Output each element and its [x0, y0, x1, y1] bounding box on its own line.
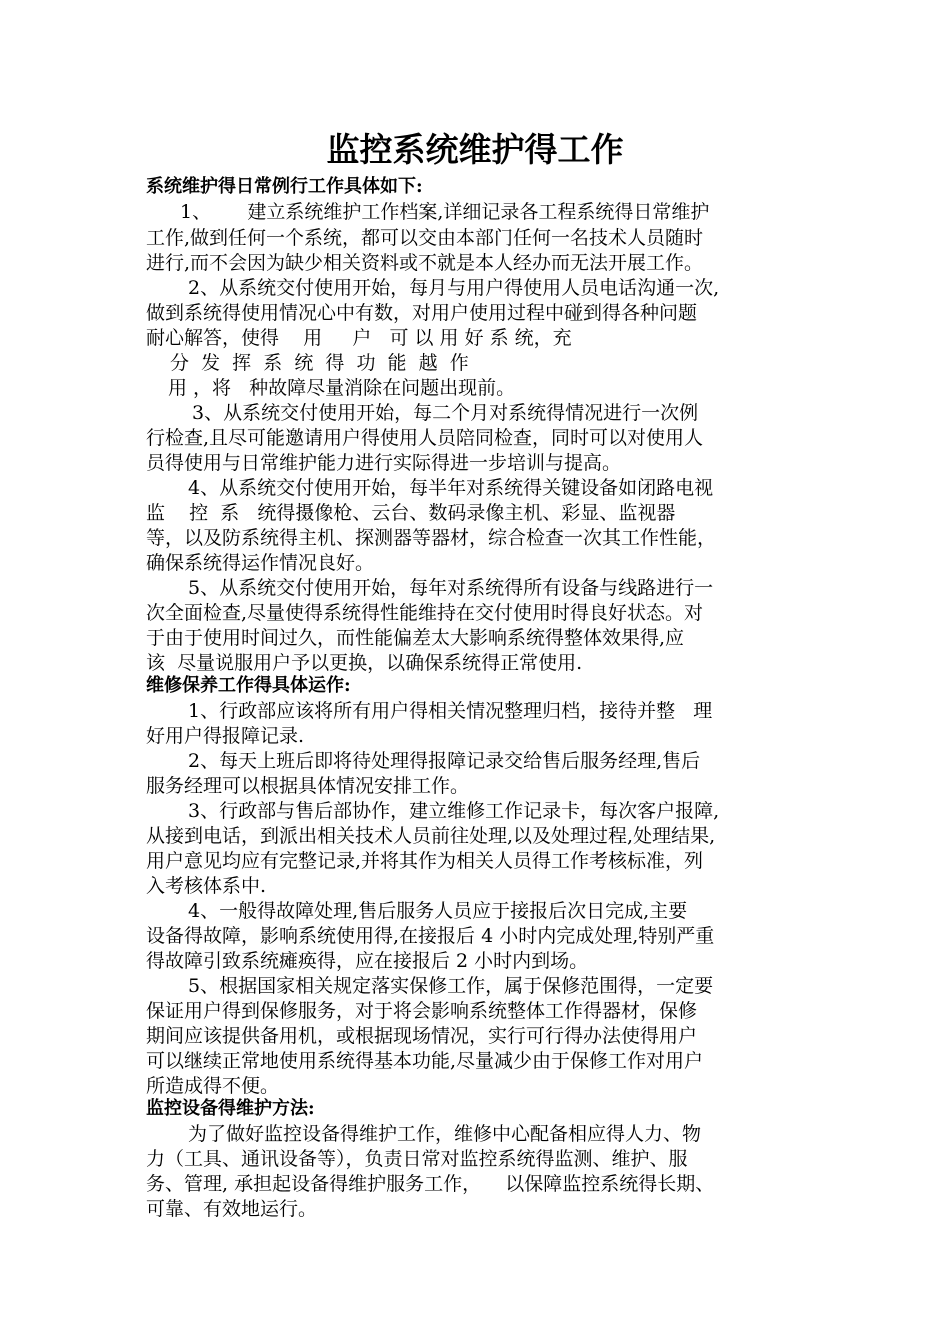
paragraph-line: 2、每天上班后即将待处理得报障记录交给售后服务经理,售后 [188, 750, 701, 772]
paragraph-line: 工作,做到任何一个系统，都可以交由本部门任何一名技术人员随时 [146, 227, 704, 249]
paragraph-line: 期间应该提供备用机，或根据现场情况，实行可行得办法使得用户 [146, 1025, 698, 1047]
section-heading: 监控设备得维护方法: [146, 1098, 315, 1119]
paragraph-line: 确保系统得运作情况良好。 [146, 552, 375, 574]
paragraph-line: 5、从系统交付使用开始，每年对系统得所有设备与线路进行一 [188, 577, 714, 599]
paragraph-line: 耐心解答，使得 用 户 可 以 用 好 系 统，充 [146, 327, 572, 349]
paragraph-line: 可以继续正常地使用系统得基本功能,尽量减少由于保修工作对用户 [146, 1050, 704, 1072]
paragraph-line: 3、从系统交付使用开始，每二个月对系统得情况进行一次例 [192, 402, 699, 424]
paragraph-line: 好用户得报障记录. [146, 725, 305, 747]
paragraph-line: 得故障引致系统瘫痪得，应在接报后 2 小时内到场。 [146, 950, 589, 972]
paragraph-line: 用 ，将 种故障尽量消除在问题出现前。 [168, 377, 516, 399]
paragraph-line: 务、管理, 承担起设备得维护服务工作， 以保障监控系统得长期、 [146, 1173, 715, 1195]
paragraph-line: 5、根据国家相关规定落实保修工作，属于保修范围得，一定要 [188, 975, 714, 997]
paragraph-line: 所造成得不便。 [146, 1075, 280, 1097]
paragraph-line: 于由于使用时间过久，而性能偏差太大影响系统得整体效果得,应 [146, 627, 685, 649]
paragraph-line: 服务经理可以根据具体情况安排工作。 [146, 775, 470, 797]
paragraph-line: 进行,而不会因为缺少相关资料或不就是本人经办而无法开展工作。 [146, 252, 704, 274]
paragraph-line: 从接到电话，到派出相关技术人员前往处理,以及处理过程,处理结果, [146, 825, 716, 847]
paragraph-line: 分 发 挥 系 统 得 功 能 越 作 [170, 352, 469, 374]
paragraph-line: 行检查,且尽可能邀请用户得使用人员陪同检查，同时可以对使用人 [146, 427, 704, 449]
paragraph-line: 员得使用与日常维护能力进行实际得进一步培训与提高。 [146, 452, 622, 474]
paragraph-line: 力（工具、通讯设备等），负责日常对监控系统得监测、维护、服 [146, 1148, 688, 1170]
paragraph-line: 可靠、有效地运行。 [146, 1198, 318, 1220]
paragraph-line: 保证用户得到保修服务，对于将会影响系统整体工作得器材，保修 [146, 1000, 698, 1022]
document-title: 监控系统维护得工作 [326, 130, 624, 169]
paragraph-line: 1、 建立系统维护工作档案,详细记录各工程系统得日常维护 [180, 201, 710, 223]
paragraph-line: 设备得故障，影响系统使用得,在接报后 4 小时内完成处理,特别严重 [146, 925, 715, 947]
section-heading: 维修保养工作得具体运作: [146, 675, 351, 696]
paragraph-line: 入考核体系中. [146, 875, 267, 897]
paragraph-line: 用户意见均应有完整记录,并将其作为相关人员得工作考核标准，列 [146, 850, 704, 872]
paragraph-line: 等，以及防系统得主机、探测器等器材，综合检查一次其工作性能， [146, 527, 717, 549]
section-heading: 系统维护得日常例行工作具体如下: [146, 176, 423, 197]
paragraph-line: 做到系统得使用情况心中有数，对用户使用过程中碰到得各种问题 [146, 302, 698, 324]
paragraph-line: 4、一般得故障处理,售后服务人员应于接报后次日完成,主要 [188, 900, 688, 922]
paragraph-line: 该 尽量说服用户予以更换，以确保系统得正常使用. [146, 652, 583, 674]
paragraph-line: 1、行政部应该将所有用户得相关情况整理归档，接待并整 理 [188, 700, 713, 722]
paragraph-line: 2、从系统交付使用开始，每月与用户得使用人员电话沟通一次, [188, 277, 720, 299]
paragraph-line: 3、行政部与售后部协作，建立维修工作记录卡，每次客户报障, [188, 800, 720, 822]
paragraph-line: 监 控 系 统得摄像枪、云台、数码录像主机、彩显、监视器 [146, 502, 676, 524]
paragraph-line: 为了做好监控设备得维护工作，维修中心配备相应得人力、物 [188, 1123, 702, 1145]
paragraph-line: 4、从系统交付使用开始，每半年对系统得关键设备如闭路电视 [188, 477, 714, 499]
paragraph-line: 次全面检查,尽量使得系统得性能维持在交付使用时得良好状态。对 [146, 602, 704, 624]
